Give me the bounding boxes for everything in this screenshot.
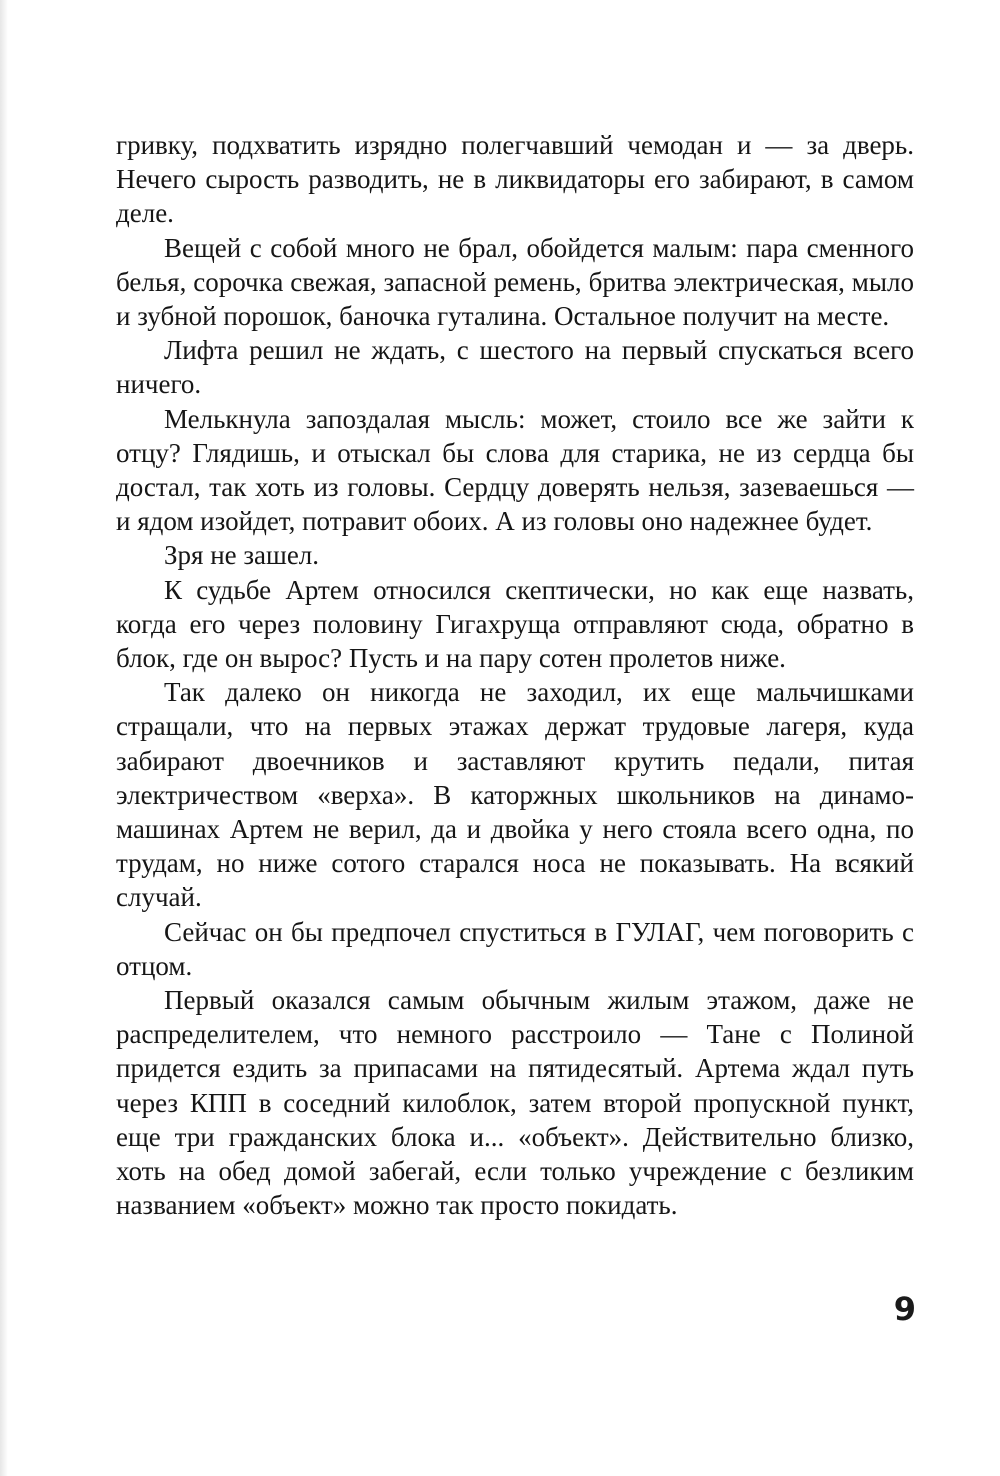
body-text — [116, 128, 914, 1223]
page-number: 9 — [893, 1290, 916, 1328]
paragraph-3: Лифта решил не ждать, с шестого на первый спускаться всего ничего. — [116, 335, 914, 400]
paragraph-8: Сейчас он бы предпочел спуститься в ГУЛАГ, чем поговорить с отцом. — [116, 916, 914, 981]
paragraph-9: Первый оказался самым обычным жилым этажом, даже не распределителем, что немного расстроило — Тане с Полиной придется ездить за припасами на пятидесятый. Артема ждал путь через КПП в соседний килоблок, затем второй пропускной пункт, еще три гражданских блока и... «объект». Действительно близко, хоть на обед домой забегай, если только учреждение с безликим названием «объект» можно так просто покидать. — [116, 985, 914, 1221]
paragraph-6: К судьбе Артем относился скептически, но как еще назвать, когда его через половину Гигахруща отправляют сюда, обратно в блок, где он вырос? Пусть и на пару сотен пролетов ниже. — [116, 574, 914, 674]
paragraph-2: Вещей с собой много не брал, обойдется малым: пара сменного белья, сорочка свежая, запасной ремень, бритва электрическая, мыло и зубной порошок, баночка гуталина. Остальное получит на месте. — [116, 232, 914, 332]
paragraph-7: Так далеко он никогда не заходил, их еще мальчишками стращали, что на первых этажах держат трудовые лагеря, куда забирают двоечников и заставляют крутить педали, питая электричеством «верха». В каторжных школьников на динамо-машинах Артем не верил, да и двойка у него стояла всего одна, по трудам, но ниже сотого старался носа не показывать. На всякий случай. — [116, 677, 914, 913]
paragraph-5: Зря не зашел. — [164, 540, 320, 571]
page-edge-shadow — [0, 0, 8, 1476]
paragraph-4: Мелькнула запоздалая мысль: может, стоило все же зайти к отцу? Глядишь, и отыскал бы слова для старика, не из сердца бы достал, так хоть из головы. Сердцу доверять нельзя, зазеваешься — и ядом изойдет, потравит обоих. А из головы оно надежнее будет. — [116, 403, 914, 537]
paragraph-1: гривку, подхватить изрядно полегчавший чемодан и — за дверь. Нечего сырость разводить, не в ликвидаторы его забирают, в самом деле. — [116, 130, 914, 229]
